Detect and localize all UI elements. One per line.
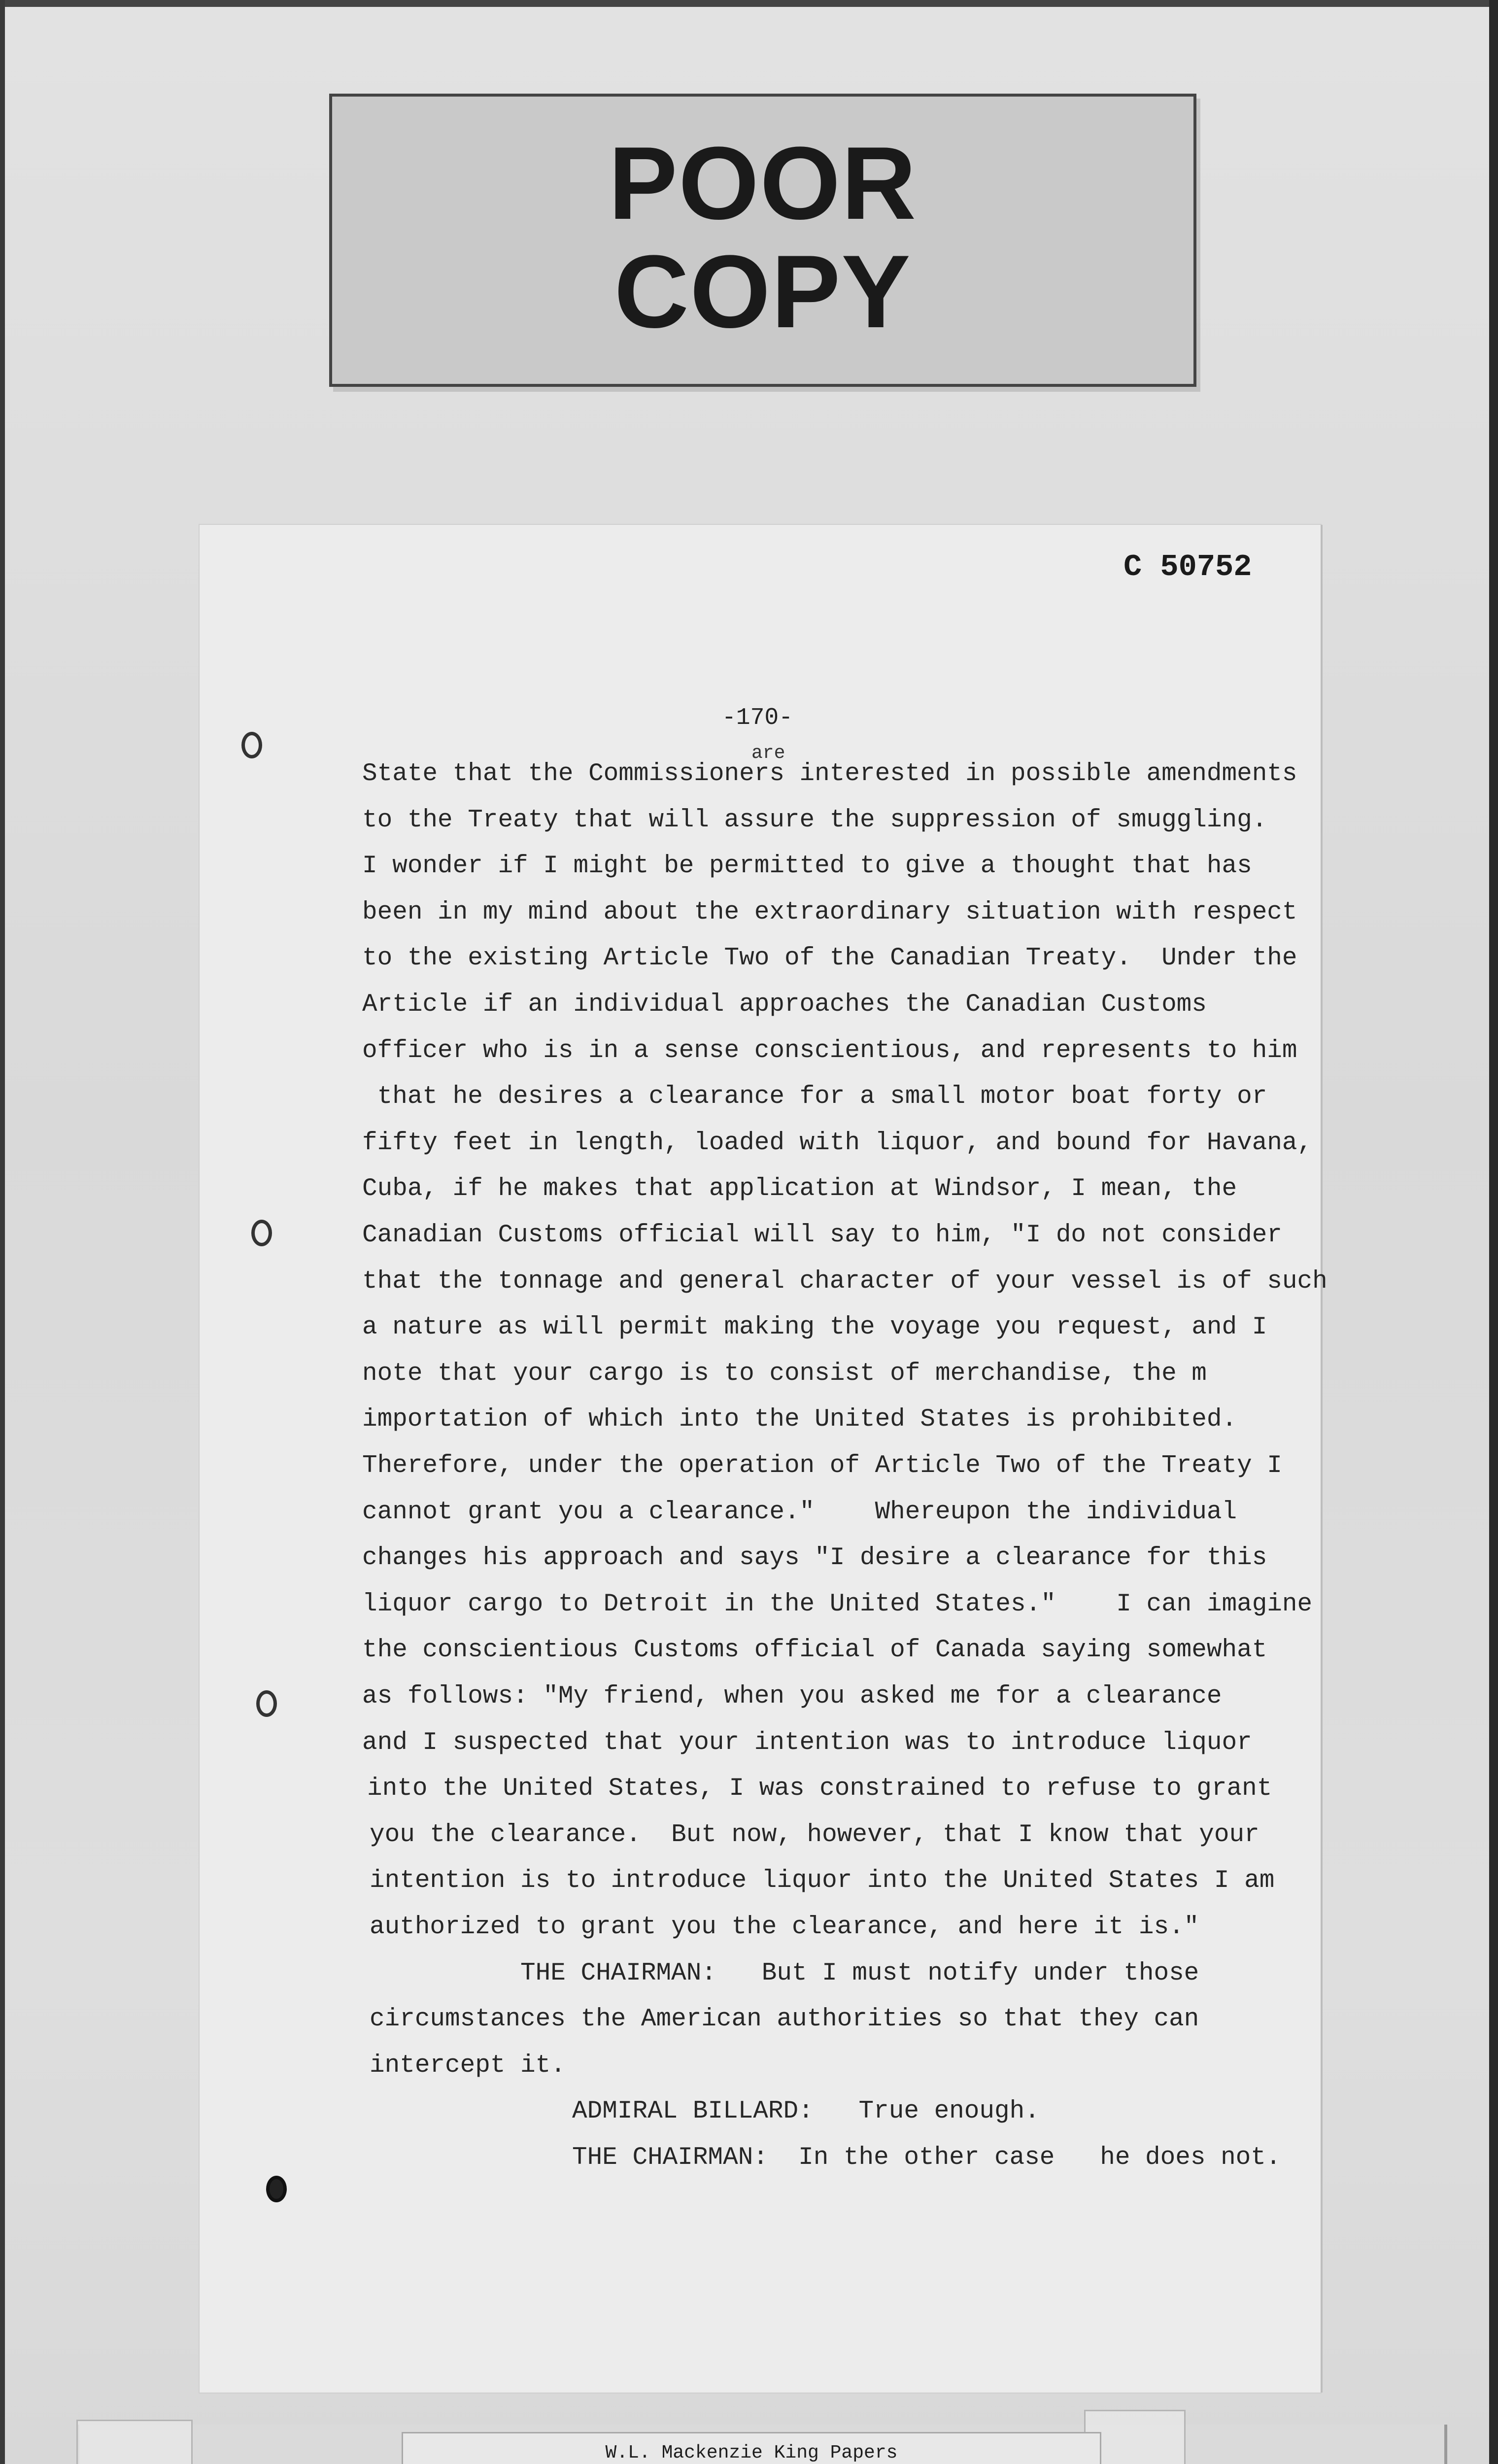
typed-line: circumstances the American authorities so that they can	[370, 2005, 1199, 2034]
typed-line: that he desires a clearance for a small motor boat forty or	[362, 1083, 1267, 1111]
punch-hole-bottom	[266, 2176, 287, 2202]
collection-strip	[402, 2432, 1101, 2464]
typed-line: and I suspected that your intention was to introduce liquor	[362, 1728, 1252, 1757]
typed-line: importation of which into the United States is prohibited.	[362, 1405, 1237, 1434]
punch-hole-lower	[256, 1690, 277, 1717]
typed-line: THE CHAIRMAN: But I must notify under those	[370, 1959, 1199, 1987]
board-edge-right	[1489, 0, 1498, 2464]
punch-hole-middle	[251, 1220, 272, 1246]
punch-hole-top	[241, 732, 262, 758]
board-edge-top	[0, 0, 1498, 7]
typed-page	[200, 525, 1328, 2393]
typed-line: ADMIRAL BILLARD: True enough.	[421, 2097, 1040, 2126]
typed-line: I wonder if I might be permitted to give a thought that has	[362, 852, 1252, 881]
typed-line: intention is to introduce liquor into the United States I am	[370, 1867, 1275, 1895]
typed-line: to the existing Article Two of the Canadian Treaty. Under the	[362, 944, 1297, 973]
interlinear-insertion: are	[751, 743, 785, 764]
poor-copy-line-2: COPY	[614, 234, 912, 349]
typed-line: fifty feet in length, loaded with liquor, and bound for Havana,	[362, 1129, 1313, 1157]
typed-line: the conscientious Customs official of Canada saying somewhat	[362, 1636, 1267, 1665]
typed-line: State that the Commissioners interested in possible amendments	[362, 760, 1297, 788]
page-number: -170-	[722, 705, 793, 731]
typed-line: Cuba, if he makes that application at Windsor, I mean, the	[362, 1175, 1237, 1203]
typed-line: to the Treaty that will assure the suppression of smuggling.	[362, 806, 1267, 834]
typed-line: note that your cargo is to consist of merchandise, the m	[362, 1359, 1207, 1388]
collection-name: W.L. Mackenzie King Papers	[605, 2442, 898, 2464]
typed-line: officer who is in a sense conscientious, and represents to him	[362, 1036, 1297, 1065]
typed-line: you the clearance. But now, however, that I know that your	[370, 1820, 1260, 1849]
poor-copy-line-1: POOR	[608, 125, 918, 241]
typed-line: liquor cargo to Detroit in the United States." I can imagine	[362, 1590, 1313, 1618]
typed-line: Article if an individual approaches the Canadian Customs	[362, 991, 1207, 1019]
typed-line: that the tonnage and general character of your vessel is of such	[362, 1267, 1328, 1296]
board-edge-left	[0, 0, 5, 2464]
typed-line: Canadian Customs official will say to him, "I do not consider	[362, 1221, 1282, 1249]
typed-line: Therefore, under the operation of Article Two of the Treaty I	[362, 1452, 1282, 1480]
catalog-number: C 50752	[1124, 549, 1252, 584]
tape-strip-left	[76, 2420, 193, 2464]
typed-line: into the United States, I was constrained to refuse to grant	[367, 1775, 1272, 1803]
typed-line: intercept it.	[370, 2051, 566, 2080]
typed-line: THE CHAIRMAN: In the other case he does not.	[421, 2144, 1281, 2172]
typed-line: authorized to grant you the clearance, and here it is."	[370, 1913, 1199, 1941]
typed-line: cannot grant you a clearance." Whereupon the individual	[362, 1498, 1237, 1526]
typed-line: as follows: "My friend, when you asked me for a clearance	[362, 1682, 1222, 1711]
typed-line: changes his approach and says "I desire a clearance for this	[362, 1544, 1267, 1573]
poor-copy-label	[329, 94, 1196, 387]
typed-line: been in my mind about the extraordinary situation with respect	[362, 898, 1297, 926]
typed-line: a nature as will permit making the voyage you request, and I	[362, 1313, 1267, 1342]
